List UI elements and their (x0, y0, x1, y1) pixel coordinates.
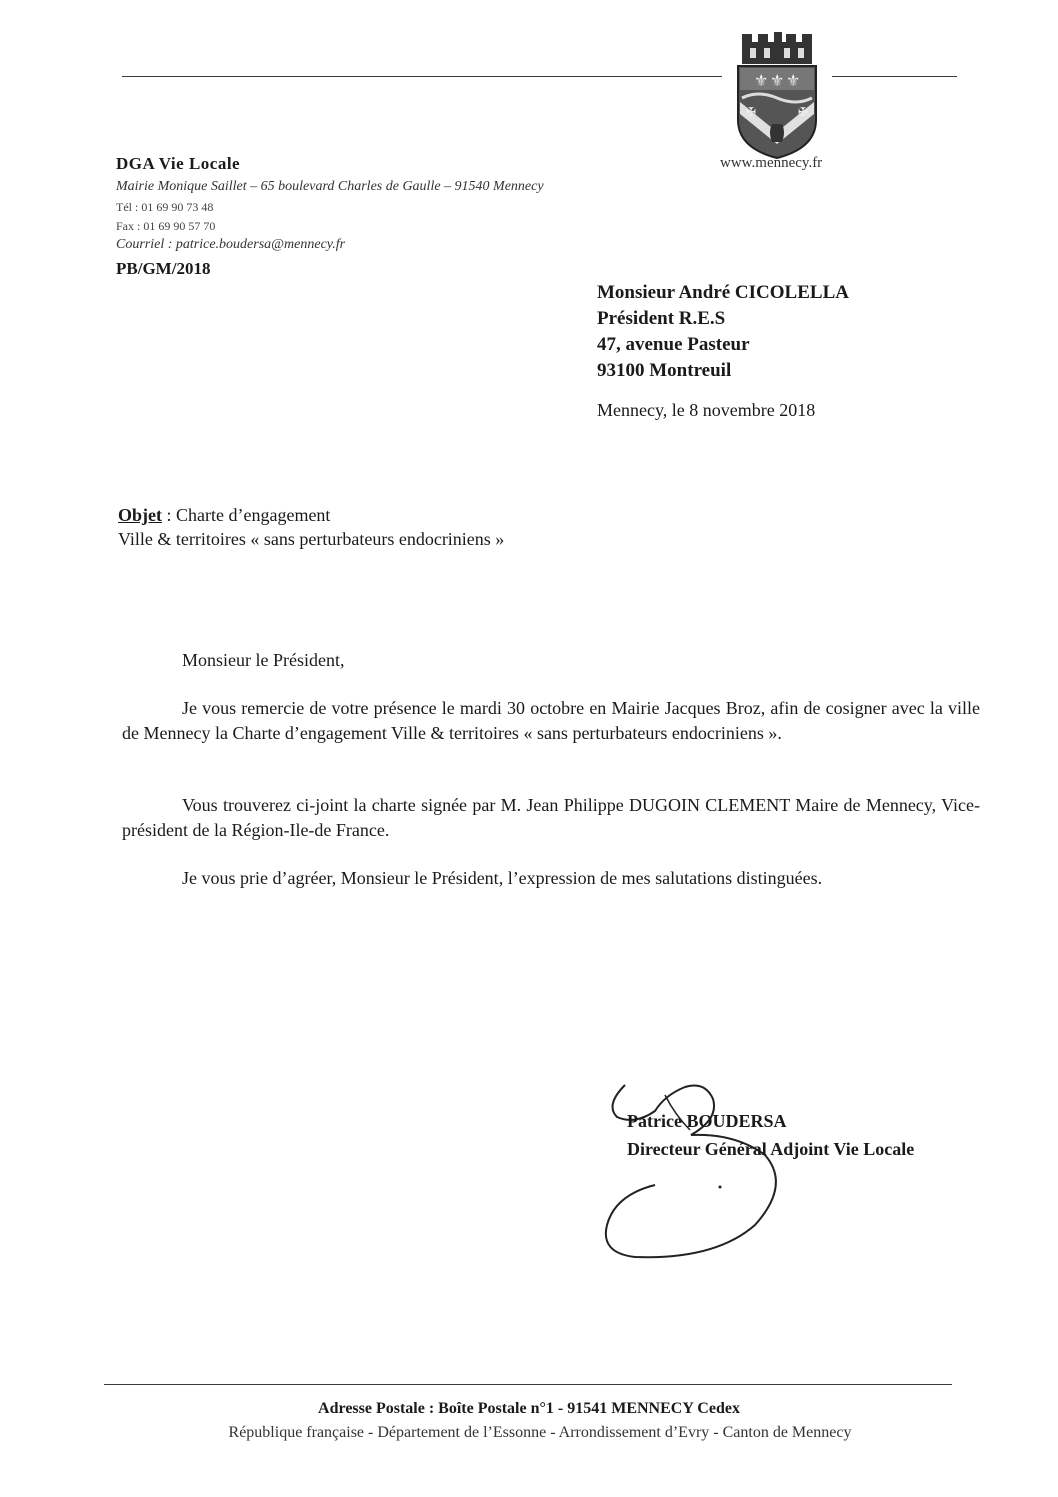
subject-label: Objet (118, 505, 162, 525)
recipient-title: Président R.E.S (597, 308, 726, 329)
letter-date: Mennecy, le 8 novembre 2018 (597, 400, 816, 420)
signature-block (627, 1107, 914, 1163)
sender-department: DGA Vie Locale (116, 154, 241, 173)
header-rule-right (832, 76, 957, 77)
svg-text:⚜: ⚜ (754, 71, 769, 90)
body-paragraph-2: Vous trouverez ci-joint la charte signée par M. Jean Philippe DUGOIN CLEMENT Maire de Mennecy, Vice-président de la Région-Ile-de France. (122, 795, 980, 840)
recipient-block (597, 280, 849, 384)
header-rule-left (122, 76, 722, 77)
footer-administrative-info: République française - Département de l’Essonne - Arrondissement d’Evry - Canton de Mennecy (228, 1424, 852, 1441)
subject-line2: Ville & territoires « sans perturbateurs endocriniens » (118, 529, 505, 549)
sender-phone: Tél : 01 69 90 73 48 (116, 200, 214, 214)
svg-text:✠: ✠ (798, 105, 809, 119)
recipient-street: 47, avenue Pasteur (597, 334, 750, 355)
signatory-name: Patrice BOUDERSA (627, 1111, 787, 1131)
sender-email[interactable]: Courriel : patrice.boudersa@mennecy.fr (116, 237, 346, 252)
sender-fax: Fax : 01 69 90 57 70 (116, 219, 216, 233)
svg-text:⚜: ⚜ (786, 71, 801, 90)
signatory-role: Directeur Général Adjoint Vie Locale (627, 1139, 915, 1159)
salutation: Monsieur le Président, (182, 650, 345, 670)
coat-of-arms-icon (728, 32, 826, 160)
recipient-city: 93100 Montreuil (597, 360, 732, 381)
footer-postal-address: Adresse Postale : Boîte Postale n°1 - 91541 MENNECY Cedex (318, 1400, 740, 1417)
handwritten-signature (595, 1075, 805, 1265)
letter-reference: PB/GM/2018 (116, 259, 211, 278)
footer-rule (104, 1384, 952, 1385)
body-paragraph-1: Je vous remercie de votre présence le mardi 30 octobre en Mairie Jacques Broz, afin de cosigner avec la ville de Mennecy la Charte d’engagement Ville & territoires « sans perturbateurs endocriniens ». (122, 698, 980, 743)
svg-text:✠: ✠ (746, 105, 757, 119)
body-paragraph-3: Je vous prie d’agréer, Monsieur le Président, l’expression de mes salutations distinguées. (182, 868, 823, 888)
recipient-name: Monsieur André CICOLELLA (597, 282, 849, 303)
subject-line1: : Charte d’engagement (162, 505, 331, 525)
svg-text:⚜: ⚜ (770, 71, 785, 90)
subject-block (118, 503, 504, 551)
sender-address: Mairie Monique Saillet – 65 boulevard Charles de Gaulle – 91540 Mennecy (116, 179, 544, 194)
website-link[interactable]: www.mennecy.fr (720, 155, 823, 171)
